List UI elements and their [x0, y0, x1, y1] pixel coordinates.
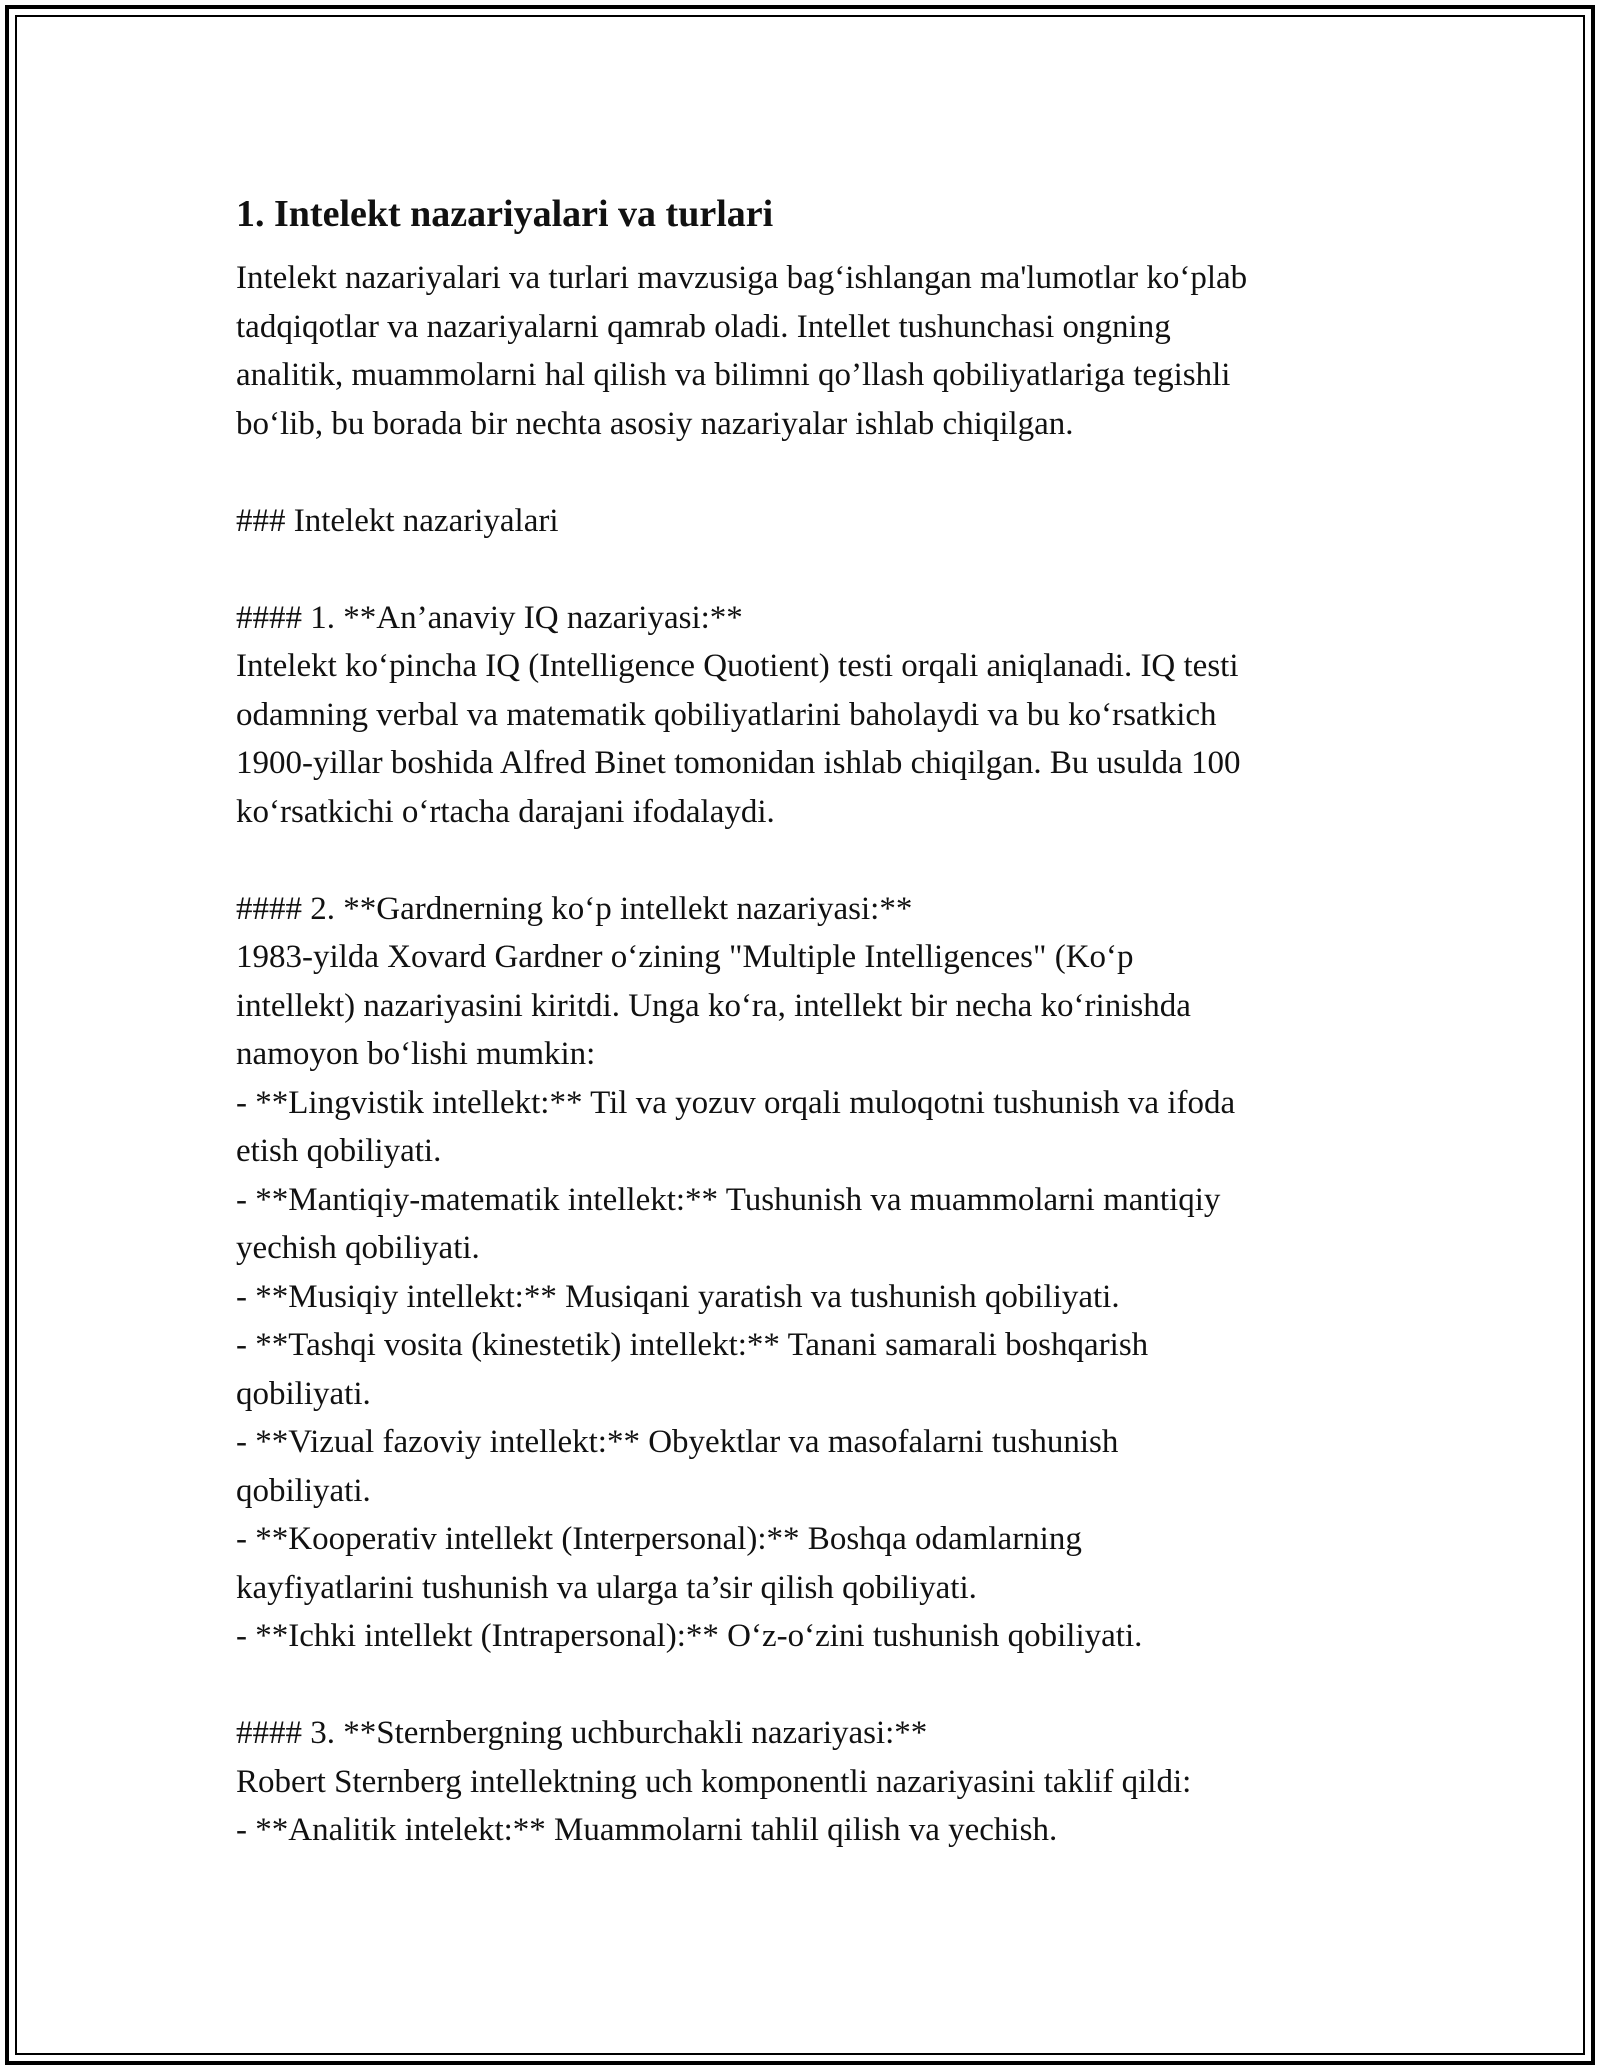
- theory-1-line: ko‘rsatkichi o‘rtacha darajani ifodalaydi.: [236, 793, 775, 830]
- theory-1-line: Intelekt ko‘pincha IQ (Intelligence Quotient) testi orqali aniqlanadi. IQ testi: [236, 648, 1239, 684]
- document-title: 1. Intelekt nazariyalari va turlari: [236, 193, 774, 235]
- theory-3-line: - **Analitik intelekt:** Muammolarni tahlil qilish va yechish.: [236, 1812, 1058, 1848]
- section-heading: ### Intelekt nazariyalari: [236, 502, 559, 539]
- theory-2-line: - **Kooperativ intellekt (Interpersonal):** Boshqa odamlarning: [236, 1521, 1082, 1557]
- theory-1-block: [236, 594, 1366, 837]
- theory-2-line: - **Lingvistik intellekt:** Til va yozuv orqali muloqotni tushunish va ifoda: [236, 1084, 1236, 1121]
- theory-1-line: odamning verbal va matematik qobiliyatlarini baholaydi va bu ko‘rsatkich: [236, 696, 1217, 733]
- theory-2-line: - **Tashqi vosita (kinestetik) intellekt:** Tanani samarali boshqarish: [236, 1327, 1149, 1363]
- theory-3-line: Robert Sternberg intellektning uch komponentli nazariyasini taklif qildi:: [236, 1763, 1192, 1800]
- theory-2-line: qobiliyati.: [236, 1472, 371, 1509]
- theory-2-line: - **Vizual fazoviy intellekt:** Obyektlar va masofalarni tushunish: [236, 1424, 1119, 1460]
- intro-line: analitik, muammolarni hal qilish va bilimni qo’llash qobiliyatlariga tegishli: [236, 357, 1231, 393]
- theory-2-line: namoyon bo‘lishi mumkin:: [236, 1036, 596, 1072]
- theory-2-line: qobiliyati.: [236, 1375, 371, 1412]
- theory-2-line: yechish qobiliyati.: [236, 1230, 480, 1266]
- section-heading-block: [236, 497, 1366, 546]
- theory-3-block: [236, 1709, 1366, 1855]
- theory-2-heading: #### 2. **Gardnerning ko‘p intellekt nazariyasi:**: [236, 890, 913, 927]
- theory-2-line: intellekt) nazariyasini kiritdi. Unga ko‘ra, intellekt bir necha ko‘rinishda: [236, 987, 1191, 1024]
- theory-2-line: - **Mantiqiy-matematik intellekt:** Tushunish va muammolarni mantiqiy: [236, 1181, 1221, 1218]
- intro-line: tadqiqotlar va nazariyalarni qamrab oladi. Intellet tushunchasi ongning: [236, 308, 1171, 345]
- theory-2-block: [236, 885, 1366, 1661]
- intro-line: bo‘lib, bu borada bir nechta asosiy nazariyalar ishlab chiqilgan.: [236, 405, 1074, 442]
- intro-paragraph: [236, 254, 1366, 448]
- theory-2-line: - **Musiqiy intellekt:** Musiqani yaratish va tushunish qobiliyati.: [236, 1278, 1120, 1315]
- theory-2-line: etish qobiliyati.: [236, 1133, 442, 1169]
- document-content: [236, 186, 1366, 1903]
- intro-line: Intelekt nazariyalari va turlari mavzusiga bag‘ishlangan ma'lumotlar ko‘plab: [236, 260, 1248, 296]
- theory-1-line: 1900-yillar boshida Alfred Binet tomonidan ishlab chiqilgan. Bu usulda 100: [236, 745, 1241, 781]
- theory-3-heading: #### 3. **Sternbergning uchburchakli nazariyasi:**: [236, 1715, 928, 1751]
- theory-2-line: - **Ichki intellekt (Intrapersonal):** O‘z-o‘zini tushunish qobiliyati.: [236, 1618, 1143, 1654]
- theory-2-line: kayfiyatlarini tushunish va ularga ta’sir qilish qobiliyati.: [236, 1569, 977, 1606]
- theory-1-heading: #### 1. **An’anaviy IQ nazariyasi:**: [236, 599, 743, 636]
- theory-2-line: 1983-yilda Xovard Gardner o‘zining "Multiple Intelligences" (Ko‘p: [236, 939, 1134, 975]
